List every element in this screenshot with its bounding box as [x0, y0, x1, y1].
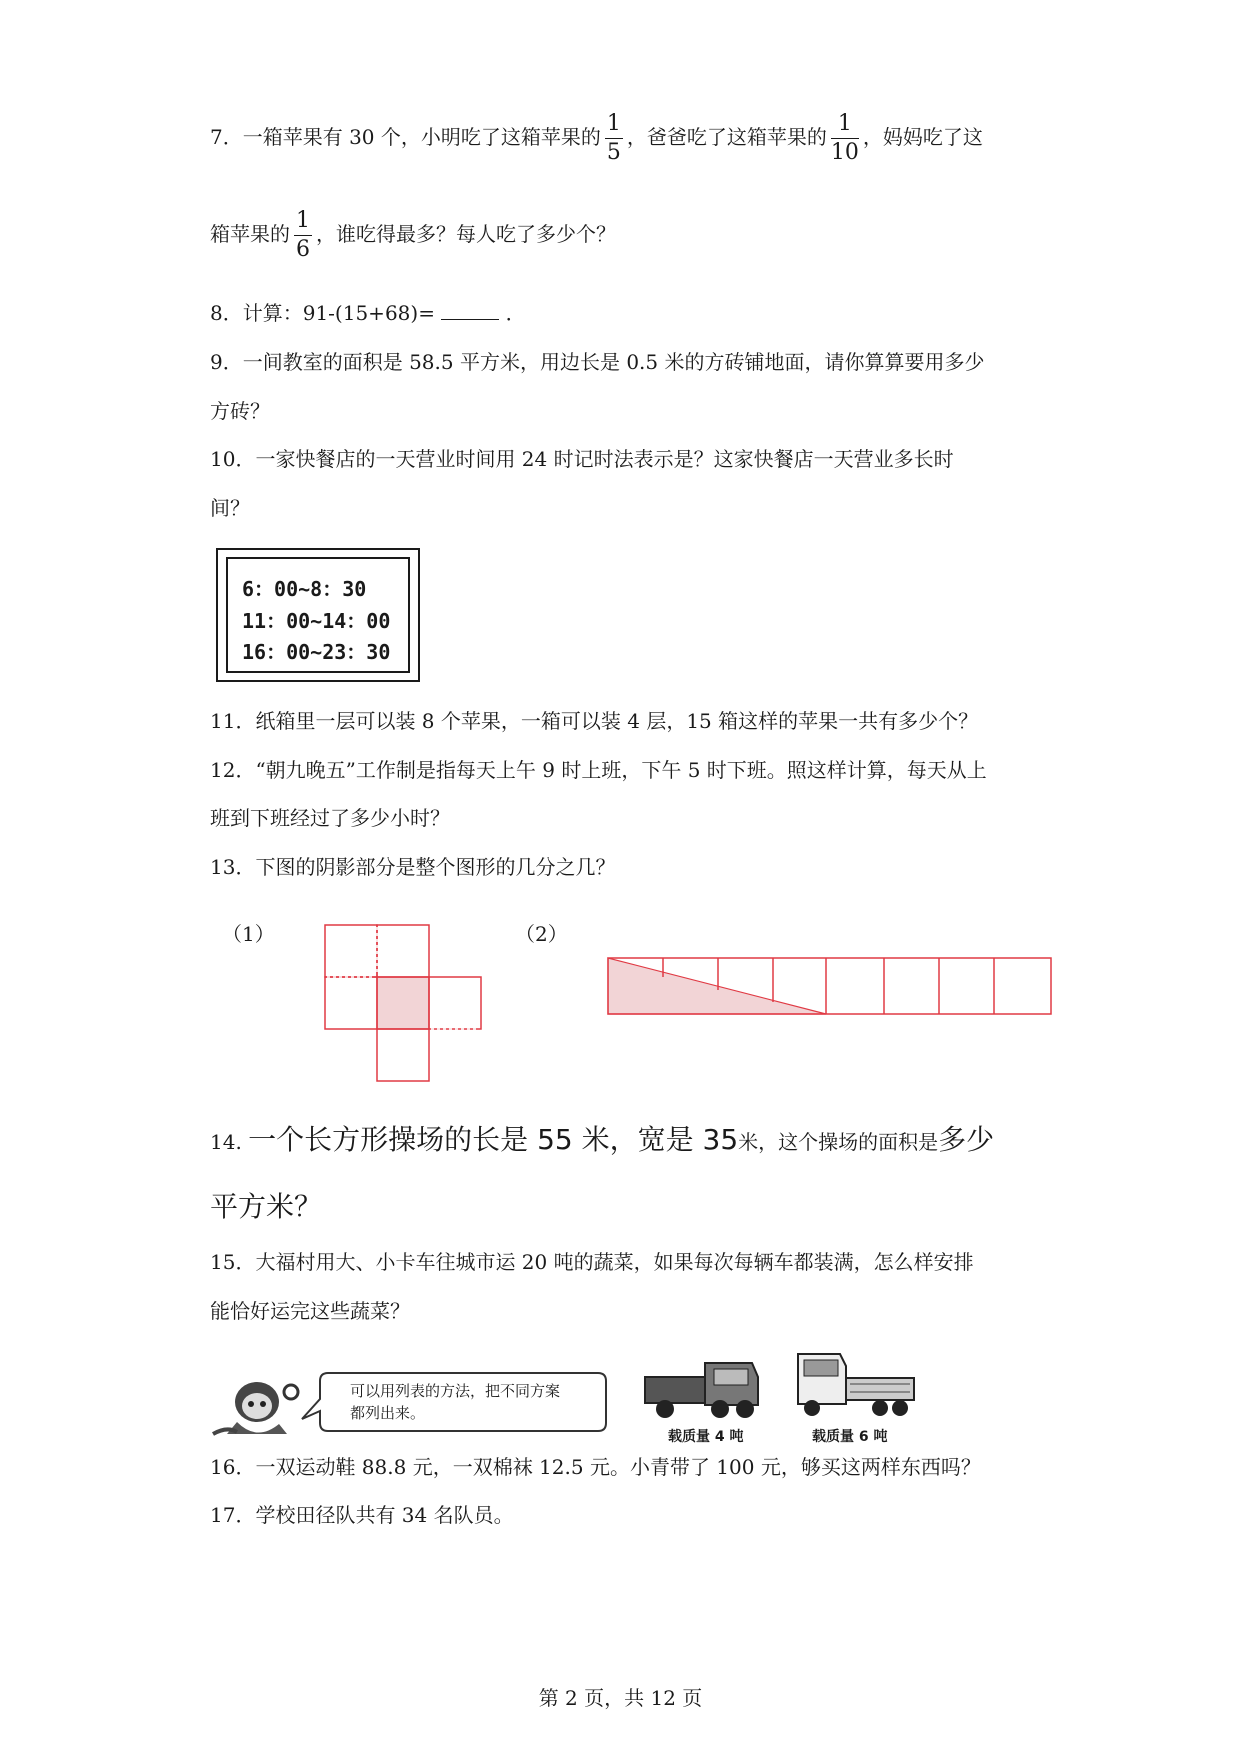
truck-6-ton-icon	[790, 1348, 920, 1420]
shaded-triangle	[608, 958, 826, 1014]
fraction-one-tenth	[831, 113, 859, 164]
schedule-row: 16：00~23：30	[242, 640, 391, 664]
question-7-line1	[210, 113, 983, 164]
question-14-line2: 平方米？	[210, 1190, 323, 1223]
question-7-line2	[210, 210, 616, 261]
q14-part2: 米，这个操场的面积是	[738, 1130, 939, 1154]
speech-bubble	[298, 1367, 610, 1439]
fraction-denominator: 5	[606, 140, 621, 165]
question-15-line2: 能恰好运完这些蔬菜？	[210, 1299, 410, 1323]
fraction-one-sixth	[294, 210, 312, 261]
q7-suffix: ，妈妈吃了这	[862, 125, 983, 149]
page-footer: 第 2 页，共 12 页	[538, 1686, 703, 1710]
question-8	[210, 301, 526, 325]
fraction-numerator: 1	[294, 210, 312, 236]
cartoon-character-icon	[207, 1372, 307, 1442]
truck-4-ton-caption: 载质量 4 吨	[668, 1429, 744, 1445]
bubble-line2: 都列出来。	[350, 1404, 426, 1422]
bubble-line1: 可以用列表的方法，把不同方案	[350, 1382, 561, 1400]
q7-mid: ，爸爸吃了这箱苹果的	[626, 125, 827, 149]
fraction-numerator: 1	[605, 113, 623, 139]
question-10-line1: 10．一家快餐店的一天营业时间用 24 时记时法表示是？这家快餐店一天营业多长时	[210, 447, 954, 471]
question-10-line2: 间？	[210, 496, 250, 520]
figure-2-strip-shape	[605, 955, 1061, 1021]
figure-1-cross-shape	[322, 922, 492, 1092]
schedule-row: 11：00~14：00	[242, 609, 391, 633]
shaded-square	[377, 977, 429, 1029]
q7-prefix: 7．一箱苹果有 30 个，小明吃了这箱苹果的	[210, 125, 601, 149]
q8-text: 8．计算：91-(15+68)=	[210, 301, 435, 325]
schedule-row: 6：00~8：30	[242, 577, 367, 601]
q14-number: 14.	[210, 1130, 242, 1154]
q7-line2-prefix: 箱苹果的	[210, 222, 290, 246]
q14-part3: 多少	[938, 1123, 995, 1156]
q14-part1: 一个长方形操场的长是 55 米，宽是 35	[248, 1123, 739, 1156]
figure-2-label: （2）	[515, 922, 568, 946]
truck-4-ton-icon	[640, 1355, 765, 1423]
fraction-numerator: 1	[831, 113, 859, 139]
question-17: 17．学校田径队共有 34 名队员。	[210, 1503, 514, 1527]
question-12-line1: 12．“朝九晚五”工作制是指每天上午 9 时上班，下午 5 时下班。照这样计算，每天从上	[210, 758, 987, 782]
question-15-line1: 15．大福村用大、小卡车往城市运 20 吨的蔬菜，如果每次每辆车都装满，怎么样安排	[210, 1250, 974, 1274]
answer-blank[interactable]	[441, 301, 499, 320]
question-9-line2: 方砖？	[210, 399, 270, 423]
question-12-line2: 班到下班经过了多少小时？	[210, 806, 450, 830]
q8-tail: ．	[505, 301, 526, 325]
question-13: 13．下图的阴影部分是整个图形的几分之几？	[210, 855, 616, 879]
truck-6-ton-caption: 载质量 6 吨	[812, 1429, 888, 1445]
business-hours-box	[216, 548, 420, 682]
question-11: 11．纸箱里一层可以装 8 个苹果，一箱可以装 4 层，15 箱这样的苹果一共有多少个？	[210, 709, 979, 733]
fraction-denominator: 6	[296, 237, 310, 262]
question-14-line1	[210, 1120, 994, 1162]
q7-line2-suffix: ，谁吃得最多？每人吃了多少个？	[316, 222, 616, 246]
question-16: 16．一双运动鞋 88.8 元，一双棉袜 12.5 元。小青带了 100 元，够买这两样东西吗？	[210, 1455, 981, 1479]
question-9-line1: 9．一间教室的面积是 58.5 平方米，用边长是 0.5 米的方砖铺地面，请你算算要用多少	[210, 350, 985, 374]
business-hours-inner-frame	[226, 557, 410, 673]
fraction-one-fifth	[605, 113, 623, 164]
figure-1-label: （1）	[222, 922, 275, 946]
fraction-denominator: 10	[830, 140, 859, 165]
